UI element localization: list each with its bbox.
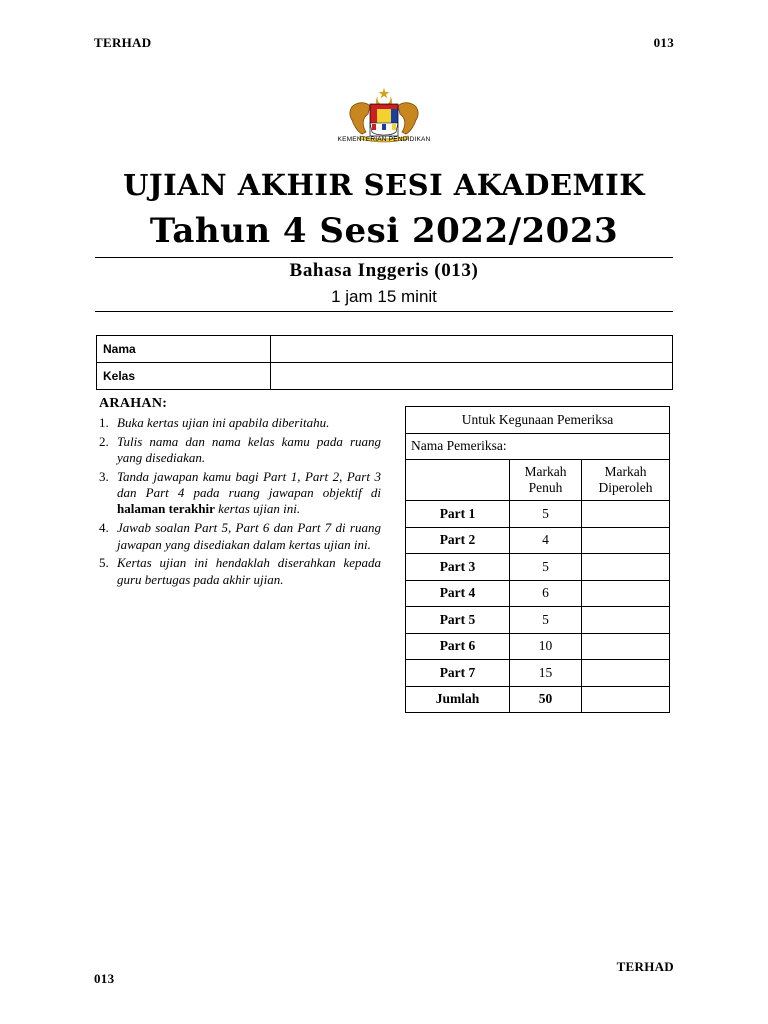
instruction-text-part: kertas ujian ini. (214, 501, 301, 517)
table-row (406, 527, 670, 554)
instruction-item (99, 415, 381, 431)
full-marks: 5 (510, 607, 582, 634)
table-row (406, 660, 670, 687)
instruction-emphasis: halaman terakhir (117, 501, 215, 517)
part-label: Part 6 (406, 633, 510, 660)
paper-code-header: 013 (653, 35, 674, 50)
part-label: Part 2 (406, 527, 510, 554)
obtained-marks-field[interactable] (582, 607, 670, 634)
total-row (406, 686, 670, 713)
full-marks: 5 (510, 554, 582, 581)
marks-table-title-row (406, 407, 670, 434)
total-full-marks: 50 (510, 686, 582, 713)
part-label: Part 4 (406, 580, 510, 607)
instruction-item (99, 520, 381, 553)
instructions-list (99, 415, 381, 590)
obtained-marks-field[interactable] (582, 633, 670, 660)
exam-duration: 1 jam 15 minit (331, 287, 437, 306)
instruction-item (99, 555, 381, 588)
instruction-text: Jawab soalan Part 5, Part 6 dan Part 7 di ruang jawapan yang disediakan dalam kertas ujian ini. (117, 520, 381, 552)
instruction-text (117, 469, 381, 518)
class-label: Kelas (97, 363, 271, 390)
classification-header: TERHAD (94, 35, 152, 50)
total-label: Jumlah (406, 686, 510, 713)
class-field[interactable] (271, 363, 673, 390)
part-label: Part 7 (406, 660, 510, 687)
subject-name: Bahasa Inggeris (013) (289, 260, 479, 281)
name-field[interactable] (271, 336, 673, 363)
name-row (97, 336, 673, 363)
crest-caption: KEMENTERIAN PENDIDIKAN (337, 136, 431, 143)
marks-header-blank (406, 460, 510, 501)
obtained-marks-field[interactable] (582, 527, 670, 554)
obtained-marks-field[interactable] (582, 580, 670, 607)
part-label: Part 3 (406, 554, 510, 581)
divider-top (95, 257, 673, 258)
instruction-number: 2. (99, 433, 109, 449)
class-row (97, 363, 673, 390)
instruction-item (99, 434, 381, 467)
obtained-marks-field[interactable] (582, 660, 670, 687)
examiner-name-field[interactable]: Nama Pemeriksa: (406, 433, 670, 460)
instruction-text: Tulis nama dan nama kelas kamu pada ruang yang disediakan. (117, 433, 381, 466)
full-marks: 10 (510, 633, 582, 660)
table-row (406, 501, 670, 528)
table-row (406, 554, 670, 581)
full-marks: 6 (510, 580, 582, 607)
obtained-marks-field[interactable] (582, 554, 670, 581)
name-label: Nama (97, 336, 271, 363)
exam-title: UJIAN AKHIR SESI AKADEMIK (123, 168, 645, 202)
table-row (406, 607, 670, 634)
instruction-item (99, 469, 381, 518)
instruction-text: Buka kertas ujian ini apabila diberitahu. (117, 415, 330, 430)
total-obtained-field[interactable] (582, 686, 670, 713)
full-marks: 4 (510, 527, 582, 554)
table-row (406, 633, 670, 660)
instruction-text-part: Tanda jawapan kamu bagi Part 1, Part 2, Part 3 dan Part 4 pada ruang jawapan objektif di (117, 468, 381, 501)
instruction-number: 5. (99, 555, 109, 571)
exam-year-session: Tahun 4 Sesi 2022/2023 (149, 211, 619, 251)
obtained-marks-header: Markah Diperoleh (582, 460, 670, 501)
marks-table-header-row (406, 460, 670, 501)
instruction-number: 4. (99, 520, 109, 536)
examiner-marks-table (405, 406, 670, 713)
classification-footer: TERHAD (616, 959, 674, 974)
marks-table-title: Untuk Kegunaan Pemeriksa (406, 407, 670, 434)
divider-bottom (95, 311, 673, 312)
table-row (406, 580, 670, 607)
paper-code-footer: 013 (94, 971, 115, 986)
instruction-number: 3. (99, 468, 109, 484)
full-marks-header: Markah Penuh (510, 460, 582, 501)
instructions-title: ARAHAN: (99, 396, 168, 411)
instruction-text: Kertas ujian ini hendaklah diserahkan kepada guru bertugas pada akhir ujian. (117, 555, 381, 587)
part-label: Part 1 (406, 501, 510, 528)
obtained-marks-field[interactable] (582, 501, 670, 528)
student-details-table (96, 335, 673, 390)
part-label: Part 5 (406, 607, 510, 634)
full-marks: 5 (510, 501, 582, 528)
examiner-name-row (406, 433, 670, 460)
instruction-number: 1. (99, 415, 109, 430)
full-marks: 15 (510, 660, 582, 687)
